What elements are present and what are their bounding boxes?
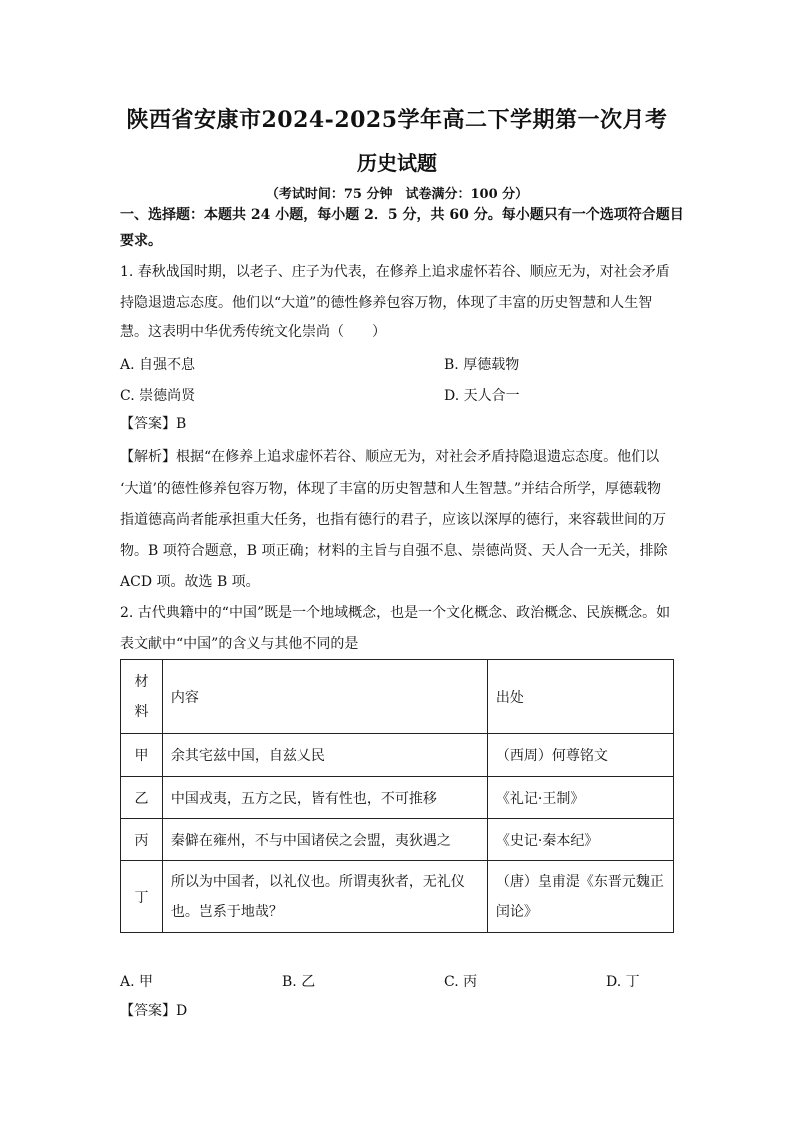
header-cell-material <box>121 660 163 734</box>
header-material-char: 料 <box>134 703 149 720</box>
table-row <box>121 861 674 933</box>
row-content: 余其宅兹中国，自兹乂民 <box>162 734 487 777</box>
q1-option-d: D. 天人合一 <box>444 388 520 404</box>
section-heading-line1: 一、选择题：本题共 24 小题，每小题 2．5 分，共 60 分。每小题只有一个选项符合题目 <box>120 207 684 223</box>
header-cell-content: 内容 <box>162 660 487 734</box>
row-source: 《史记·秦本纪》 <box>487 819 673 861</box>
row-material: 丙 <box>121 819 163 861</box>
q1-option-a: A. 自强不息 <box>120 357 196 373</box>
q2-option-a: A. 甲 <box>120 974 154 990</box>
row-content: 中国戎夷，五方之民，皆有性也，不可推移 <box>162 777 487 819</box>
header-cell-source: 出处 <box>487 660 673 734</box>
row-source <box>487 861 673 933</box>
q2-option-d: D. 丁 <box>606 974 640 990</box>
q1-analysis-line: 物。B 项符合题意，B 项正确；材料的主旨与自强不息、崇德尚贤、天人合一无关，排除 <box>120 543 668 559</box>
row-source-line: 闰论》 <box>495 903 538 920</box>
row-source: （西周）何尊铭文 <box>487 734 673 777</box>
q2-stem-line: 表文献中“中国”的含义与其他不同的是 <box>120 636 359 652</box>
q1-stem-line: 持隐退遗忘态度。他们以“大道”的德性修养包容万物，体现了丰富的历史智慧和人生智 <box>120 295 653 311</box>
q2-stem-line: 2. 古代典籍中的“中国”既是一个地域概念，也是一个文化概念、政治概念、民族概念。如 <box>120 605 671 621</box>
row-material: 乙 <box>121 777 163 819</box>
q2-source-table <box>120 659 674 933</box>
q2-answer: 【答案】D <box>120 1003 188 1019</box>
table-header-row <box>121 660 674 734</box>
q1-analysis-line: ACD 项。故选 B 项。 <box>120 574 260 590</box>
row-source: 《礼记·王制》 <box>487 777 673 819</box>
q1-analysis-line: 【解析】根据“在修养上追求虚怀若谷、顺应无为，对社会矛盾持隐退遗忘态度。他们以 <box>120 449 660 465</box>
q1-analysis-line: ‘大道’的德性修养包容万物，体现了丰富的历史智慧和人生智慧。”并结合所学，厚德载物 <box>120 481 662 497</box>
q1-answer: 【答案】B <box>120 416 187 432</box>
q2-option-c: C. 丙 <box>444 974 478 990</box>
exam-title: 陕西省安康市2024-2025学年高二下学期第一次月考 <box>126 107 668 133</box>
q1-option-c: C. 崇德尚贤 <box>120 388 196 404</box>
table-row <box>121 734 674 777</box>
row-material: 丁 <box>121 861 163 933</box>
row-content <box>162 861 487 933</box>
row-content-line: 所以为中国者，以礼仪也。所谓夷狄者，无礼仪 <box>170 873 465 890</box>
row-source-line: （唐）皇甫湜《东晋元魏正 <box>495 873 664 890</box>
q1-option-b: B. 厚德载物 <box>444 357 520 373</box>
exam-subject: 历史试题 <box>357 151 437 175</box>
row-material: 甲 <box>121 734 163 777</box>
table-row <box>121 777 674 819</box>
q1-analysis-line: 指道德高尚者能承担重大任务，也指有德行的君子，应该以深厚的德行，来容载世间的万 <box>120 512 666 528</box>
section-heading-line2: 要求。 <box>120 233 162 249</box>
q1-stem-line: 1. 春秋战国时期，以老子、庄子为代表，在修养上追求虚怀若谷、顺应无为，对社会矛盾 <box>120 264 670 280</box>
row-content: 秦僻在雍州，不与中国诸侯之会盟，夷狄遇之 <box>162 819 487 861</box>
row-content-line: 也。岂系于地哉？ <box>170 903 283 920</box>
exam-meta: （考试时间：75 分钟 试卷满分：100 分） <box>265 187 529 202</box>
q1-stem-line: 慧。这表明中华优秀传统文化崇尚（ ） <box>120 324 386 340</box>
header-material-char: 材 <box>134 673 149 690</box>
table-row <box>121 819 674 861</box>
q2-option-b: B. 乙 <box>282 974 316 990</box>
